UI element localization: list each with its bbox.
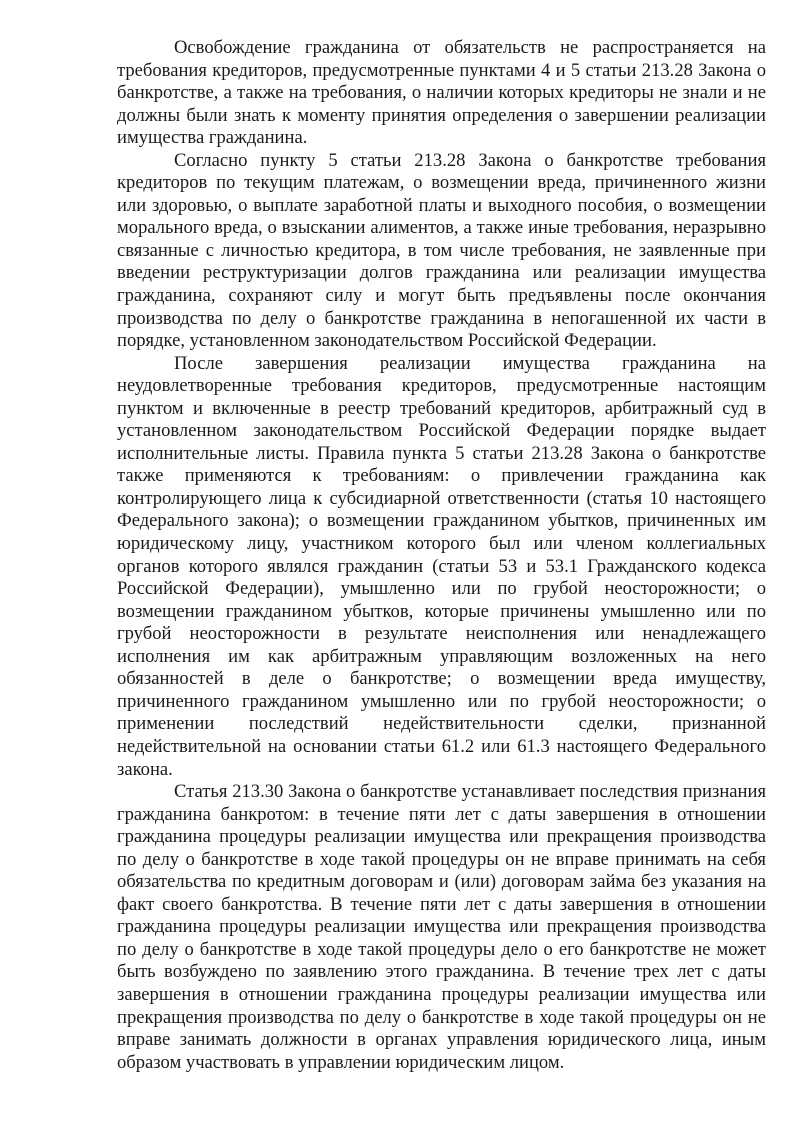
paragraph-bankruptcy-consequences: Статья 213.30 Закона о банкротстве устанавливает последствия признания гражданина банкротом: в течение пяти лет с даты завершения в отношении гражданина процедуры реализации имущества или прекращения производства по делу о банкротстве в ходе такой процедуры он не вправе принимать на себя обязательства по кредитным договорам и (или) договорам займа без указания на факт своего банкротства. В течение пяти лет с даты завершения в отношении гражданина процедуры реализации имущества или прекращения производства по делу о банкротстве в ходе такой процедуры дело о его банкротстве не может быть возбуждено по заявлению этого гражданина. В течение трех лет с даты завершения в отношении гражданина процедуры реализации имущества или прекращения производства по делу о банкротстве в ходе такой процедуры он не вправе занимать должности в органах управления юридического лица, иным образом участвовать в управлении юридическим лицом. <box>117 781 766 1073</box>
paragraph-writs-of-execution: После завершения реализации имущества гражданина на неудовлетворенные требования кредиторов, предусмотренные настоящим пунктом и включенные в реестр требований кредиторов, арбитражный суд в установленном законодательством Российской Федерации порядке выдает исполнительные листы. Правила пункта 5 статьи 213.28 Закона о банкротстве также применяются к требованиям: о привлечении гражданина как контролирующего лица к субсидиарной ответственности (статья 10 настоящего Федерального закона); о возмещении гражданином убытков, причиненных им юридическому лицу, участником которого был или членом коллегиальных органов которого являлся гражданин (статьи 53 и 53.1 Гражданского кодекса Российской Федерации), умышленно или по грубой неосторожности; о возмещении гражданином убытков, которые причинены умышленно или по грубой неосторожности в результате неисполнения или ненадлежащего исполнения им как арбитражным управляющим возложенных на него обязанностей в деле о банкротстве; о возмещении вреда имуществу, причиненного гражданином умышленно или по грубой неосторожности; о применении последствий недействительности сделки, признанной недействительной на основании статьи 61.2 или 61.3 настоящего Федерального закона. <box>117 352 766 780</box>
paragraph-surviving-claims: Согласно пункту 5 статьи 213.28 Закона о банкротстве требования кредиторов по текущим платежам, о возмещении вреда, причиненного жизни или здоровью, о выплате заработной платы и выходного пособия, о возмещении морального вреда, о взыскании алиментов, а также иные требования, неразрывно связанные с личностью кредитора, в том числе требования, не заявленные при введении реструктуризации долгов гражданина или реализации имущества гражданина, сохраняют силу и могут быть предъявлены после окончания производства по делу о банкротстве гражданина в непогашенной их части в порядке, установленном законодательством Российской Федерации. <box>117 149 766 352</box>
document-page <box>117 37 766 1074</box>
paragraph-discharge-exceptions: Освобождение гражданина от обязательств не распространяется на требования кредиторов, предусмотренные пунктами 4 и 5 статьи 213.28 Закона о банкротстве, а также на требования, о наличии которых кредиторы не знали и не должны были знать к моменту принятия определения о завершении реализации имущества гражданина. <box>117 37 766 149</box>
